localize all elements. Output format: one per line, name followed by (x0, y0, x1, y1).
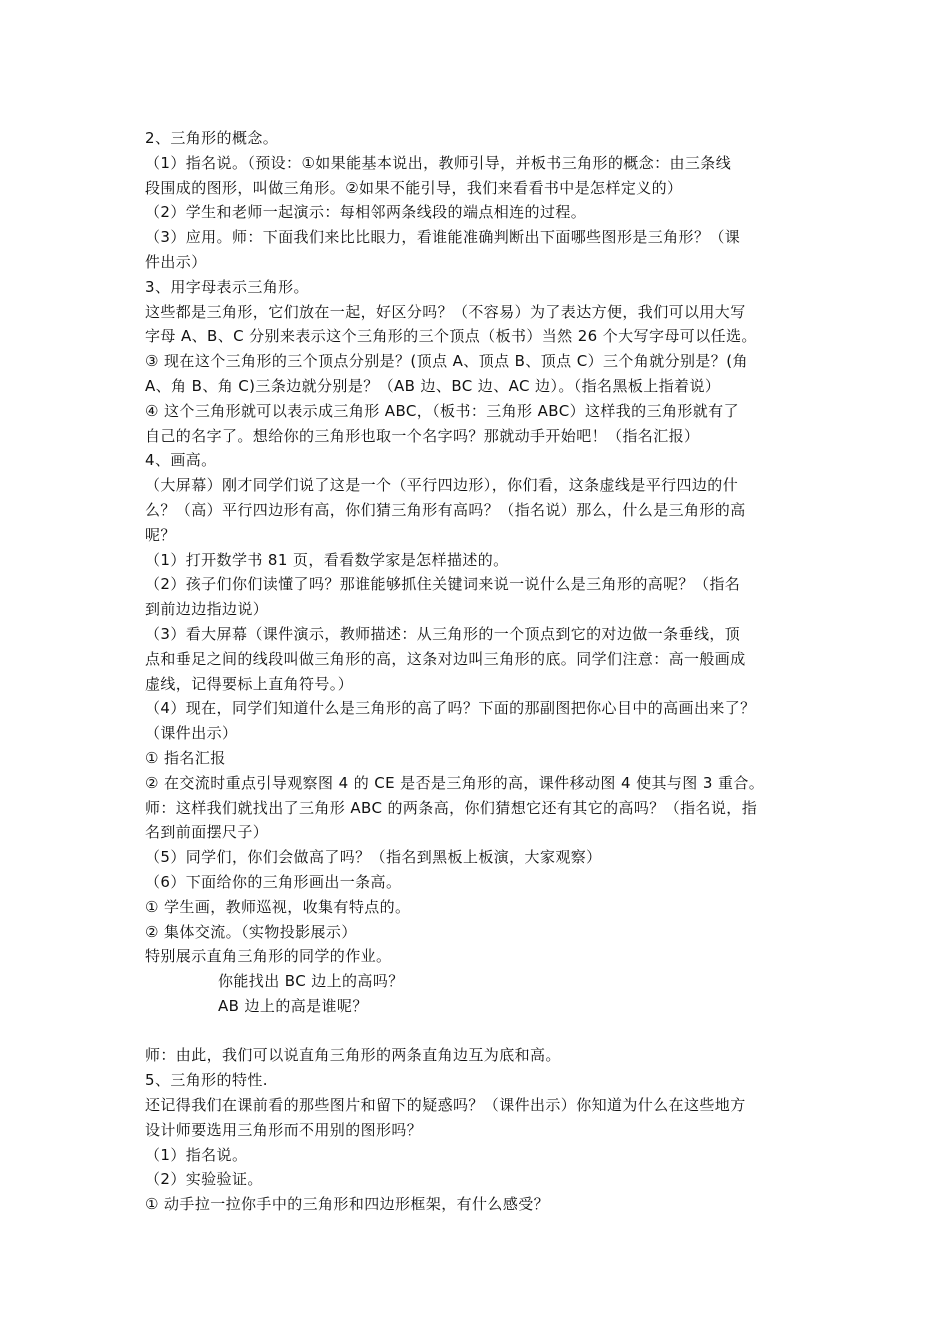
paragraph-line: 段围成的图形，叫做三角形。②如果不能引导，我们来看看书中是怎样定义的） (145, 178, 683, 197)
paragraph-line: ③ 现在这个三角形的三个顶点分别是？(顶点 A、顶点 B、顶点 C）三个角就分别是？(角 (145, 352, 748, 371)
paragraph-line: 件出示） (145, 252, 207, 271)
paragraph-line: （1）指名说。 (145, 1145, 248, 1164)
paragraph-line: 点和垂足之间的线段叫做三角形的高，这条对边叫三角形的底。同学们注意：高一般画成 (145, 649, 746, 668)
document-body (145, 126, 815, 1217)
heading-draw-height: 4、画高。 (145, 451, 217, 470)
paragraph-line: （2）实验验证。 (145, 1170, 263, 1189)
paragraph-line: 自己的名字了。想给你的三角形也取一个名字吗？那就动手开始吧！（指名汇报） (145, 426, 700, 445)
heading-letter-notation: 3、用字母表示三角形。 (145, 277, 309, 296)
paragraph-line: 么？（高）平行四边形有高，你们猜三角形有高吗？（指名说）那么，什么是三角形的高 (145, 500, 746, 519)
paragraph-line: 虚线，记得要标上直角符号。） (145, 674, 354, 693)
paragraph-line: A、角 B、角 C)三条边就分别是？（AB 边、BC 边、AC 边）。（指名黑板上指着说） (145, 376, 721, 395)
paragraph-line: 呢？ (145, 525, 176, 544)
heading-triangle-concept: 2、三角形的概念。 (145, 129, 279, 147)
blank-line (145, 1019, 815, 1044)
paragraph-line: 名到前面摆尺子） (145, 823, 269, 842)
paragraph-line: 师：由此，我们可以说直角三角形的两条直角边互为底和高。 (145, 1046, 561, 1065)
paragraph-line: ① 指名汇报 (145, 748, 226, 767)
indented-question: AB 边上的高是谁呢？ (218, 996, 368, 1015)
paragraph-line: ② 集体交流。（实物投影展示） (145, 922, 357, 941)
paragraph-line: ② 在交流时重点引导观察图 4 的 CE 是否是三角形的高，课件移动图 4 使其与图 3 重合。 (145, 773, 765, 792)
paragraph-line: （2）学生和老师一起演示：每相邻两条线段的端点相连的过程。 (145, 203, 587, 222)
paragraph-line: 这些都是三角形，它们放在一起，好区分吗？（不容易）为了表达方便，我们可以用大写 (145, 302, 746, 321)
paragraph-line: （1）打开数学书 81 页，看看数学家是怎样描述的。 (145, 550, 509, 569)
paragraph-line: ① 学生画，教师巡视，收集有特点的。 (145, 897, 411, 916)
paragraph-line: ① 动手拉一拉你手中的三角形和四边形框架，有什么感受？ (145, 1195, 550, 1214)
paragraph-line: （1）指名说。（预设：①如果能基本说出，教师引导，并板书三角形的概念：由三条线 (145, 153, 732, 172)
paragraph-line: 师：这样我们就找出了三角形 ABC 的两条高，你们猜想它还有其它的高吗？（指名说，指 (145, 798, 758, 817)
paragraph-line: 到前边边指边说） (145, 600, 269, 619)
paragraph-line: （3）看大屏幕（课件演示，教师描述：从三角形的一个顶点到它的对边做一条垂线，顶 (145, 624, 741, 643)
paragraph-line: 字母 A、B、C 分别来表示这个三角形的三个顶点（板书）当然 26 个大写字母可以任选。 (145, 327, 757, 346)
paragraph-line: 设计师要选用三角形而不用别的图形吗？ (145, 1120, 423, 1139)
paragraph-line: （3）应用。师：下面我们来比比眼力，看谁能准确判断出下面哪些图形是三角形？（课 (145, 228, 741, 247)
paragraph-line: （课件出示） (145, 724, 238, 743)
paragraph-line: （2）孩子们你们读懂了吗？那谁能够抓住关键词来说一说什么是三角形的高呢？（指名 (145, 575, 741, 594)
paragraph-line: （大屏幕）刚才同学们说了这是一个（平行四边形），你们看，这条虚线是平行四边的什 (145, 476, 739, 495)
paragraph-line: （4）现在，同学们知道什么是三角形的高了吗？下面的那副图把你心目中的高画出来了？ (145, 699, 756, 718)
paragraph-line: （6）下面给你的三角形画出一条高。 (145, 872, 402, 891)
paragraph-line: （5）同学们，你们会做高了吗？（指名到黑板上板演，大家观察） (145, 848, 602, 867)
paragraph-line: 还记得我们在课前看的那些图片和留下的疑惑吗？（课件出示）你知道为什么在这些地方 (145, 1096, 746, 1115)
heading-triangle-property: 5、三角形的特性. (145, 1071, 268, 1090)
paragraph-line: 特别展示直角三角形的同学的作业。 (145, 947, 392, 966)
indented-question: 你能找出 BC 边上的高吗？ (218, 972, 404, 991)
paragraph-line: ④ 这个三角形就可以表示成三角形 ABC，（板书：三角形 ABC）这样我的三角形就有了 (145, 401, 739, 420)
